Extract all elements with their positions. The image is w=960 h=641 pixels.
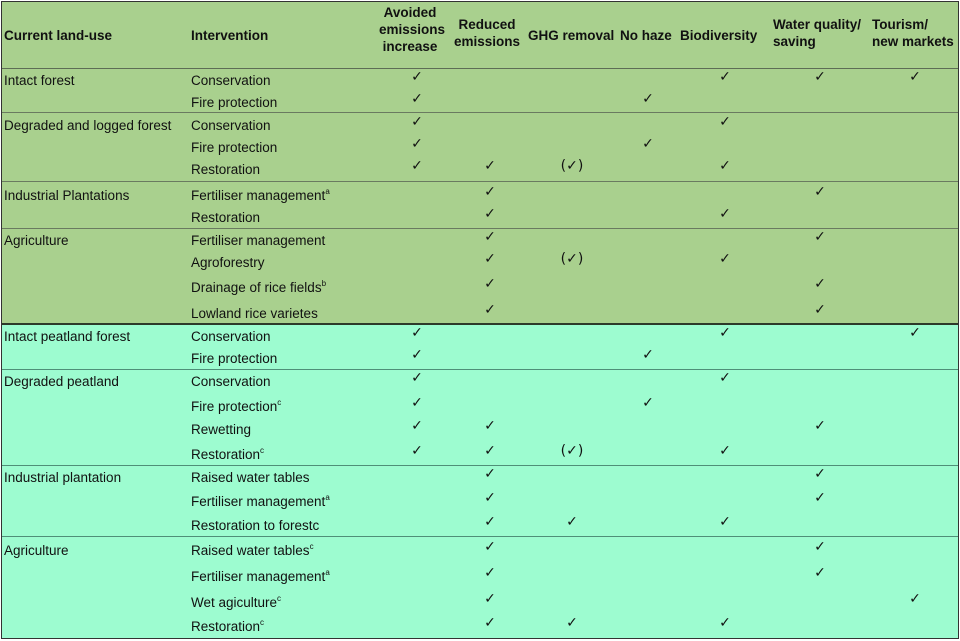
intervention-label (191, 422, 251, 438)
header-reduced-emissions (451, 16, 523, 50)
avoided-check-mark: ✓ (411, 114, 423, 130)
intervention-label (191, 118, 271, 134)
reduced-check-mark: ✓ (484, 539, 496, 555)
reduced-check-mark: ✓ (484, 466, 496, 482)
land-use-label: Agriculture (4, 543, 69, 558)
intervention-label (191, 210, 260, 226)
intervention-label (191, 447, 264, 463)
avoided-check-mark: ✓ (411, 395, 423, 411)
intervention-text: Conservation (191, 118, 271, 133)
biodiversity-check-mark: ✓ (719, 158, 731, 174)
ghg-check-mark: (✓) (560, 158, 584, 174)
intervention-label (191, 494, 330, 510)
intervention-text: Raised water tables (191, 470, 310, 485)
avoided-check-mark: ✓ (411, 158, 423, 174)
intervention-label (191, 569, 330, 585)
intervention-text: Fertiliser management (191, 188, 326, 203)
header-tourism-line: new markets (872, 34, 954, 49)
table-group (1, 182, 959, 229)
intervention-text: Fire protection (191, 351, 278, 366)
biodiversity-check-mark: ✓ (719, 114, 731, 130)
biodiversity-check-mark: ✓ (719, 615, 731, 631)
haze-check-mark: ✓ (642, 136, 654, 152)
intervention-label (191, 518, 319, 534)
table-group (1, 370, 959, 466)
biodiversity-check-mark: ✓ (719, 370, 731, 386)
intervention-text: Agroforestry (191, 255, 265, 270)
water-check-mark: ✓ (814, 302, 826, 318)
reduced-check-mark: ✓ (484, 591, 496, 607)
intervention-text: Drainage of rice fields (191, 280, 322, 295)
footnote-marker: a (325, 187, 330, 196)
intervention-label (191, 73, 271, 89)
header-reduced-line: Reduced (458, 17, 516, 32)
intervention-label (191, 470, 310, 486)
header-avoided-line: Avoided (383, 5, 437, 20)
table-group (1, 325, 959, 370)
header-avoided-line: increase (382, 39, 438, 54)
intervention-text: Restoration (191, 210, 261, 225)
intervention-text: Fire protection (191, 140, 278, 155)
reduced-check-mark: ✓ (484, 565, 496, 581)
water-check-mark: ✓ (814, 69, 826, 85)
intervention-label (191, 374, 271, 390)
footnote-marker: a (325, 493, 330, 502)
tourism-check-mark: ✓ (909, 69, 921, 85)
reduced-check-mark: ✓ (484, 490, 496, 506)
biodiversity-check-mark: ✓ (719, 251, 731, 267)
avoided-check-mark: ✓ (411, 418, 423, 434)
intervention-label (191, 140, 277, 156)
footnote-marker: c (277, 398, 282, 407)
land-use-label: Intact peatland forest (4, 329, 131, 344)
header-no-haze: No haze (620, 28, 672, 43)
header-avoided-emissions (379, 4, 446, 55)
water-check-mark: ✓ (814, 276, 826, 292)
land-use-label: Industrial Plantations (4, 188, 130, 203)
land-use-label: Intact forest (4, 73, 75, 88)
water-check-mark: ✓ (814, 184, 826, 200)
intervention-label (191, 280, 326, 296)
intervention-label (191, 162, 260, 178)
avoided-check-mark: ✓ (411, 69, 423, 85)
tourism-check-mark: ✓ (909, 591, 921, 607)
intervention-label (191, 255, 265, 271)
table-group (1, 69, 959, 113)
ghg-check-mark: ✓ (566, 514, 578, 530)
intervention-label (191, 329, 271, 345)
water-check-mark: ✓ (814, 490, 826, 506)
footnote-marker: c (260, 446, 265, 455)
biodiversity-check-mark: ✓ (719, 69, 731, 85)
biodiversity-check-mark: ✓ (719, 443, 731, 459)
intervention-label (191, 306, 318, 322)
water-check-mark: ✓ (814, 418, 826, 434)
intervention-text: Fertiliser management (191, 494, 326, 509)
biodiversity-check-mark: ✓ (719, 325, 731, 341)
reduced-check-mark: ✓ (484, 443, 496, 459)
ghg-check-mark: (✓) (560, 443, 584, 459)
table-group (1, 537, 959, 639)
biodiversity-check-mark: ✓ (719, 514, 731, 530)
intervention-label (191, 188, 330, 204)
reduced-check-mark: ✓ (484, 615, 496, 631)
table-header (1, 1, 959, 69)
intervention-label (191, 399, 281, 415)
biodiversity-check-mark: ✓ (719, 206, 731, 222)
intervention-label (191, 619, 264, 635)
reduced-check-mark: ✓ (484, 514, 496, 530)
footnote-marker: c (309, 542, 314, 551)
land-use-label: Agriculture (4, 233, 69, 248)
reduced-check-mark: ✓ (484, 276, 496, 292)
haze-check-mark: ✓ (642, 91, 654, 107)
header-avoided-line: emissions (379, 22, 446, 37)
intervention-label (191, 543, 314, 559)
land-use-label: Industrial plantation (4, 470, 122, 485)
intervention-label (191, 233, 325, 249)
table-group (1, 229, 959, 325)
intervention-label (191, 351, 277, 367)
water-check-mark: ✓ (814, 229, 826, 245)
avoided-check-mark: ✓ (411, 91, 423, 107)
header-intervention: Intervention (191, 28, 269, 43)
intervention-text: Fire protection (191, 399, 278, 414)
reduced-check-mark: ✓ (484, 229, 496, 245)
footnote-marker: a (325, 568, 330, 577)
intervention-text: Rewetting (191, 422, 252, 437)
avoided-check-mark: ✓ (411, 370, 423, 386)
ghg-check-mark: (✓) (560, 251, 584, 267)
avoided-check-mark: ✓ (411, 325, 423, 341)
haze-check-mark: ✓ (642, 347, 654, 363)
intervention-text: Restoration (191, 162, 261, 177)
intervention-text: Lowland rice varietes (191, 306, 318, 321)
ghg-check-mark: ✓ (566, 615, 578, 631)
footnote-marker: b (321, 279, 327, 288)
header-water-line: Water quality/ (773, 17, 862, 32)
reduced-check-mark: ✓ (484, 302, 496, 318)
header-water-quality (773, 16, 861, 50)
header-current-land-use: Current land-use (4, 28, 113, 43)
intervention-text: Restoration (191, 619, 261, 634)
water-check-mark: ✓ (814, 539, 826, 555)
reduced-check-mark: ✓ (484, 158, 496, 174)
header-tourism (872, 16, 954, 50)
land-use-label: Degraded and logged forest (4, 118, 172, 133)
water-check-mark: ✓ (814, 565, 826, 581)
intervention-text: Restoration (191, 447, 261, 462)
haze-check-mark: ✓ (642, 395, 654, 411)
land-use-label: Degraded peatland (4, 374, 119, 389)
header-ghg-removal: GHG removal (528, 28, 615, 43)
header-reduced-line: emissions (453, 34, 521, 49)
avoided-check-mark: ✓ (411, 443, 423, 459)
land-use-intervention-table (1, 1, 959, 639)
intervention-text: Raised water tables (191, 543, 310, 558)
intervention-text: Fertiliser management (191, 233, 326, 248)
intervention-text: Fertiliser management (191, 569, 326, 584)
intervention-text: Conservation (191, 329, 271, 344)
intervention-text: Wet agiculture (191, 595, 278, 610)
avoided-check-mark: ✓ (411, 136, 423, 152)
reduced-check-mark: ✓ (484, 206, 496, 222)
header-water-line: saving (773, 34, 816, 49)
footnote-marker: c (277, 594, 282, 603)
avoided-check-mark: ✓ (411, 347, 423, 363)
water-check-mark: ✓ (814, 466, 826, 482)
reduced-check-mark: ✓ (484, 184, 496, 200)
tourism-check-mark: ✓ (909, 325, 921, 341)
intervention-text: Fire protection (191, 95, 278, 110)
reduced-check-mark: ✓ (484, 418, 496, 434)
intervention-text: Restoration to forestc (191, 518, 320, 533)
header-tourism-line: Tourism/ (872, 17, 929, 32)
footnote-marker: c (260, 618, 265, 627)
table-group (1, 113, 959, 182)
intervention-label (191, 595, 281, 611)
table-group (1, 466, 959, 537)
reduced-check-mark: ✓ (484, 251, 496, 267)
intervention-text: Conservation (191, 374, 271, 389)
header-biodiversity: Biodiversity (680, 28, 758, 43)
intervention-text: Conservation (191, 73, 271, 88)
intervention-label (191, 95, 277, 111)
